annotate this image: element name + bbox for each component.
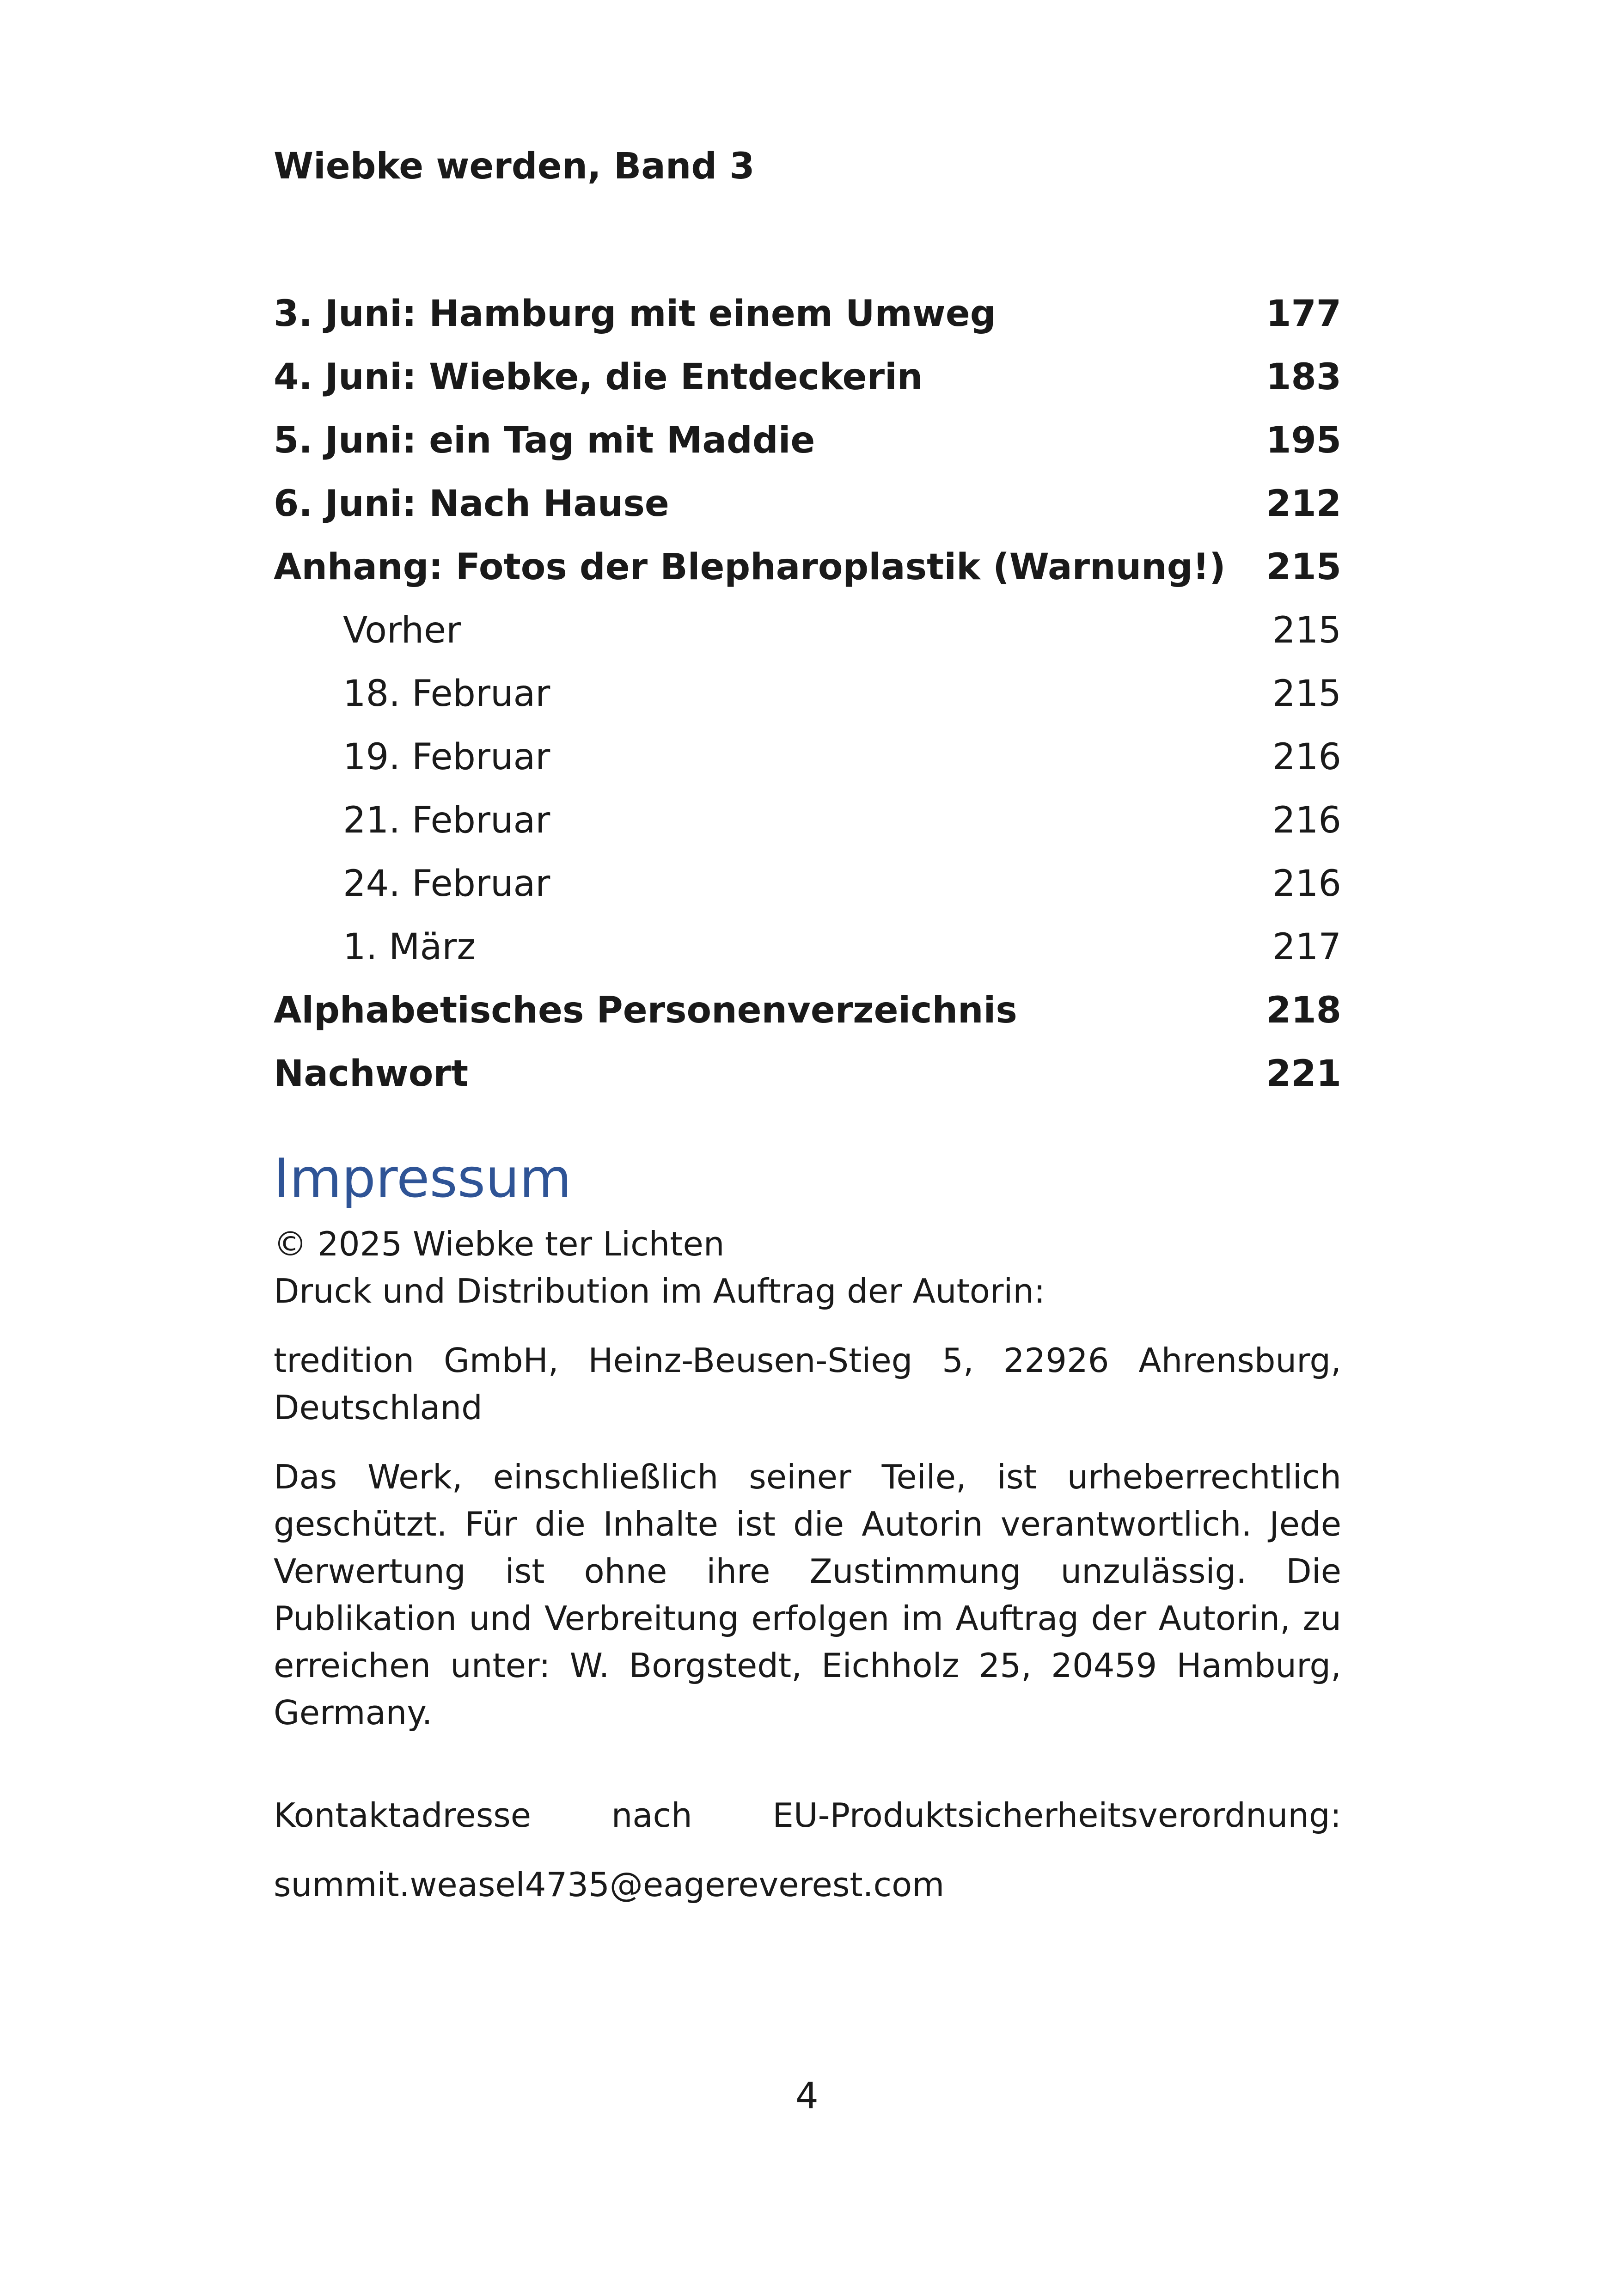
- toc-entry: [274, 345, 1341, 409]
- toc-entry-label: 19. Februar: [343, 736, 550, 778]
- toc-entry-page: 216: [1272, 799, 1341, 841]
- toc-entry: [274, 852, 1341, 915]
- toc-entry-page: 183: [1266, 356, 1341, 398]
- toc-entry-label: Anhang: Fotos der Blepharoplastik (Warnung!): [274, 546, 1226, 588]
- publisher-address: tredition GmbH, Heinz-Beusen-Stieg 5, 22926 Ahrensburg, Deutschland: [274, 1341, 1341, 1427]
- toc-entry: [274, 472, 1341, 535]
- toc-entry: [274, 789, 1341, 852]
- toc-entry-label: 18. Februar: [343, 673, 550, 715]
- impressum-section: [274, 1142, 1341, 1908]
- toc-entry-label: 21. Februar: [343, 799, 550, 841]
- table-of-contents: [274, 282, 1341, 1105]
- toc-entry: [274, 282, 1341, 345]
- toc-entry-label: 24. Februar: [343, 863, 550, 905]
- toc-entry-label: Alphabetisches Personenverzeichnis: [274, 989, 1017, 1031]
- toc-entry-label: Vorher: [343, 609, 461, 651]
- impressum-heading: Impressum: [274, 1147, 572, 1210]
- toc-entry: [274, 409, 1341, 472]
- toc-entry: [274, 599, 1341, 662]
- toc-entry: [274, 725, 1341, 789]
- copyright-line: © 2025 Wiebke ter Lichten: [274, 1225, 725, 1263]
- toc-entry-page: 216: [1272, 863, 1341, 905]
- toc-entry: [274, 535, 1341, 599]
- toc-entry-page: 221: [1266, 1053, 1341, 1095]
- toc-entry-page: 217: [1272, 926, 1341, 968]
- toc-entry: [274, 979, 1341, 1042]
- toc-entry: [274, 1042, 1341, 1105]
- toc-entry-page: 218: [1266, 989, 1341, 1031]
- contact-label: Kontaktadresse nach EU-Produktsicherheitsverordnung:: [274, 1796, 1341, 1835]
- toc-entry-label: 4. Juni: Wiebke, die Entdeckerin: [274, 356, 923, 398]
- contact-email: summit.weasel4735@eagereverest.com: [274, 1865, 945, 1904]
- toc-entry-page: 215: [1266, 546, 1341, 588]
- toc-entry-page: 215: [1272, 673, 1341, 715]
- print-distribution-line: Druck und Distribution im Auftrag der Autorin:: [274, 1272, 1045, 1310]
- page-number: 4: [795, 2076, 819, 2117]
- toc-entry-label: 5. Juni: ein Tag mit Maddie: [274, 419, 815, 461]
- toc-entry-label: 1. März: [343, 926, 476, 968]
- toc-entry: [274, 662, 1341, 725]
- toc-entry-label: 6. Juni: Nach Hause: [274, 483, 669, 525]
- rights-paragraph: Das Werk, einschließlich seiner Teile, ist urheberrechtlich geschützt. Für die Inhalte ist die Autorin verantwortlich. Jede Verwertung ist ohne ihre Zustimmung unzulässig. Die Publikation und Verbreitung erfolgen im Auftrag der Autorin, zu erreichen unter: W. Borgstedt, Eichholz 25, 20459 Hamburg, Germany.: [274, 1457, 1341, 1732]
- toc-entry-page: 195: [1266, 419, 1341, 461]
- toc-entry-label: Nachwort: [274, 1053, 469, 1095]
- toc-entry-label: 3. Juni: Hamburg mit einem Umweg: [274, 293, 996, 335]
- toc-entry-page: 177: [1266, 293, 1341, 335]
- toc-entry-page: 215: [1272, 609, 1341, 651]
- running-title: Wiebke werden, Band 3: [274, 146, 755, 187]
- toc-entry-page: 212: [1266, 483, 1341, 525]
- toc-entry-page: 216: [1272, 736, 1341, 778]
- toc-entry: [274, 915, 1341, 979]
